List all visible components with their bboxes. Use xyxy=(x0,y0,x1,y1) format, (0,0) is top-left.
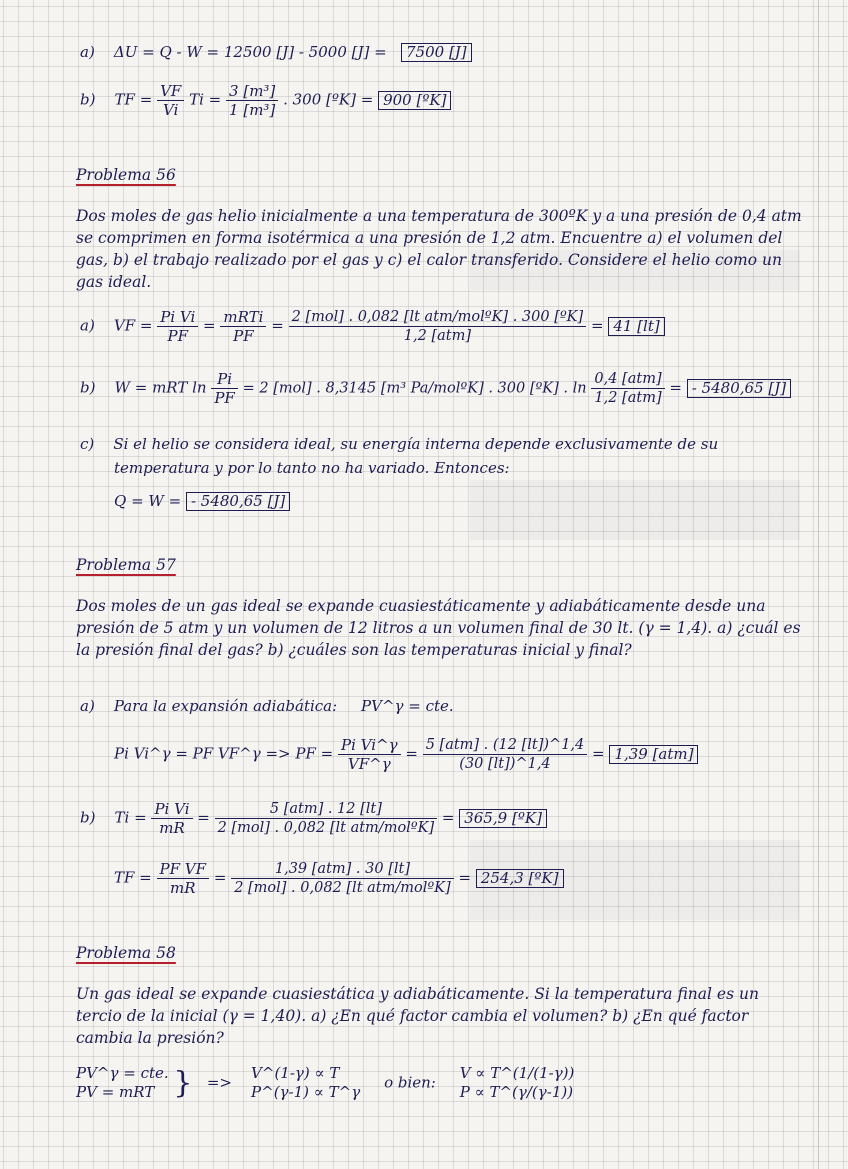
problem-56-title: Problema 56 xyxy=(76,166,176,184)
p56-part-b xyxy=(80,370,791,407)
fraction-numerator: 5 [atm] . (12 [lt])^1,4 xyxy=(423,736,588,755)
p57-part-a-equation xyxy=(114,736,698,773)
explanation-text: Para la expansión adiabática: xyxy=(113,697,338,715)
part-label: b) xyxy=(80,808,96,827)
curly-brace: } xyxy=(173,1065,193,1101)
fraction xyxy=(151,800,192,837)
fraction-numerator: 1,39 [atm] . 30 [lt] xyxy=(231,860,453,879)
equation-line: PV^γ = cte. xyxy=(76,1064,169,1082)
fraction xyxy=(289,308,587,345)
fraction-denominator: PF xyxy=(214,389,235,407)
equation-term: . 300 [ºK] = xyxy=(283,90,374,109)
result-box: - 5480,65 [J] xyxy=(186,492,290,511)
equals-sign: = xyxy=(590,316,604,335)
fraction-denominator: mR xyxy=(159,819,185,837)
fraction-denominator: (30 [lt])^1,4 xyxy=(459,756,551,772)
part-label: a) xyxy=(80,43,95,61)
fraction-numerator: VF xyxy=(157,82,184,101)
prev-part-a xyxy=(80,43,472,62)
fraction-numerator: 2 [mol] . 0,082 [lt atm/molºK] . 300 [ºK] xyxy=(289,308,587,327)
equals-sign: = xyxy=(405,744,418,763)
equation-lhs: Q = W = xyxy=(114,492,182,510)
fraction xyxy=(157,860,210,897)
energy-equation: ΔU = Q - W = 12500 [J] - 5000 [J] = xyxy=(113,43,387,61)
fraction-numerator: Pi Vi^γ xyxy=(338,736,401,755)
equation-lhs: TF = xyxy=(114,90,153,109)
bleed-through-shadow xyxy=(470,480,800,540)
fraction xyxy=(215,800,437,837)
result-box: - 5480,65 [J] xyxy=(687,379,791,398)
implies-arrow: => xyxy=(206,1073,232,1092)
fraction xyxy=(423,736,588,773)
equation-lhs: TF = xyxy=(114,868,152,887)
fraction-numerator: PF VF xyxy=(157,860,210,879)
fraction-denominator: Vi xyxy=(163,101,179,119)
part-label: c) xyxy=(80,435,95,453)
p56-part-c-result xyxy=(114,492,290,511)
proportionality: P ∝ T^(γ/(γ-1)) xyxy=(459,1083,574,1101)
equals-sign: = xyxy=(441,808,455,827)
fraction xyxy=(211,370,238,407)
part-label: a) xyxy=(80,697,95,715)
fraction-denominator: 2 [mol] . 0,082 [lt atm/molºK] xyxy=(234,880,451,896)
p56-part-c xyxy=(80,435,718,453)
fraction-denominator: 1,2 [atm] xyxy=(403,328,471,344)
p58-system xyxy=(76,1064,574,1102)
fraction-numerator: 3 [m³] xyxy=(226,82,278,101)
connector-text: o bien: xyxy=(384,1073,436,1092)
equals-sign: = xyxy=(458,868,472,887)
equals-sign: = xyxy=(197,808,210,827)
fraction-denominator: 2 [mol] . 0,082 [lt atm/molºK] xyxy=(217,820,435,836)
part-label: a) xyxy=(80,316,95,335)
equation-lhs: Pi Vi^γ = PF VF^γ => PF = xyxy=(114,744,334,763)
fraction-denominator: PF xyxy=(233,327,254,345)
result-box: 7500 [J] xyxy=(401,43,472,62)
problem-58-title: Problema 58 xyxy=(76,944,176,962)
p57-part-a xyxy=(80,697,454,715)
result-box: 900 [ºK] xyxy=(378,91,451,110)
equals-sign: = xyxy=(213,868,227,887)
fraction-numerator: 0,4 [atm] xyxy=(591,370,664,389)
part-label: b) xyxy=(80,378,96,397)
page-margin-line xyxy=(818,0,819,1169)
fraction-numerator: mRTi xyxy=(220,308,266,327)
equation-lhs: VF = xyxy=(113,316,153,335)
equation-line: PV = mRT xyxy=(76,1083,155,1101)
equals-sign: = xyxy=(203,316,216,335)
equals-sign: = xyxy=(669,378,682,397)
result-box: 254,3 [ºK] xyxy=(476,869,564,888)
fraction xyxy=(591,370,664,407)
fraction-denominator: 1 [m³] xyxy=(229,101,276,119)
fraction-denominator: PF xyxy=(167,327,188,345)
fraction-denominator: mR xyxy=(170,879,196,897)
fraction-denominator: 1,2 [atm] xyxy=(594,390,662,406)
problem-57-title: Problema 57 xyxy=(76,556,176,574)
fraction-numerator: Pi Vi xyxy=(157,308,198,327)
result-box: 41 [lt] xyxy=(608,317,664,336)
fraction xyxy=(231,860,453,897)
fraction-numerator: Pi xyxy=(211,370,238,389)
fraction-denominator: VF^γ xyxy=(347,755,391,773)
fraction xyxy=(338,736,401,773)
equals-sign: = xyxy=(271,316,284,335)
part-label: b) xyxy=(80,90,96,109)
fraction-numerator: 5 [atm] . 12 [lt] xyxy=(215,800,437,819)
fraction-numerator: Pi Vi xyxy=(151,800,192,819)
equation-lhs: W = mRT ln xyxy=(114,378,207,397)
fraction xyxy=(157,308,198,345)
prev-part-b xyxy=(80,82,451,119)
problem-57-statement: Dos moles de un gas ideal se expande cuasiestáticamente y adiabáticamente desde una presión de 5 atm y un volumen de 12 litros a un volumen final de 30 lt. (γ = 1,4). a) ¿cuál es la presión final del gas? b) ¿cuáles son las temperaturas inicial y final? xyxy=(76,597,801,659)
p56-part-a xyxy=(80,308,665,345)
proportionality: P^(γ-1) ∝ T^γ xyxy=(251,1083,361,1101)
result-box: 365,9 [ºK] xyxy=(459,809,547,828)
explanation-text: Si el helio se considera ideal, su energía interna depende exclusivamente de su xyxy=(113,435,719,453)
p57-part-b-final xyxy=(114,860,564,897)
equals-sign: = xyxy=(592,744,605,763)
adiabatic-law: PV^γ = cte. xyxy=(361,697,454,715)
p57-part-b xyxy=(80,800,547,837)
equation-term: Ti = xyxy=(189,90,222,109)
proportionality: V^(1-γ) ∝ T xyxy=(251,1064,340,1082)
problem-58-statement: Un gas ideal se expande cuasiestática y adiabáticamente. Si la temperatura final es un tercio de la inicial (γ = 1,40). a) ¿En qué factor cambia el volumen? b) ¿En qué factor cambia la presión? xyxy=(76,985,759,1047)
p56-part-c-line2: temperatura y por lo tanto no ha variado. Entonces: xyxy=(114,459,510,477)
fraction xyxy=(226,82,278,119)
fraction xyxy=(220,308,266,345)
proportionality: V ∝ T^(1/(1-γ)) xyxy=(459,1064,575,1082)
equation-lhs: Ti = xyxy=(114,808,147,827)
problem-56-statement: Dos moles de gas helio inicialmente a una temperatura de 300ºK y a una presión de 0,4 atm se comprimen en forma isotérmica a una presión de 1,2 atm. Encuentre a) el volumen del gas, b) el trabajo realizado por el gas y c) el calor transferido. Considere el helio como un gas ideal. xyxy=(76,207,802,291)
equation-term: = 2 [mol] . 8,3145 [m³ Pa/molºK] . 300 [ºK] . ln xyxy=(242,380,587,397)
result-box: 1,39 [atm] xyxy=(609,745,698,764)
fraction xyxy=(157,82,184,119)
